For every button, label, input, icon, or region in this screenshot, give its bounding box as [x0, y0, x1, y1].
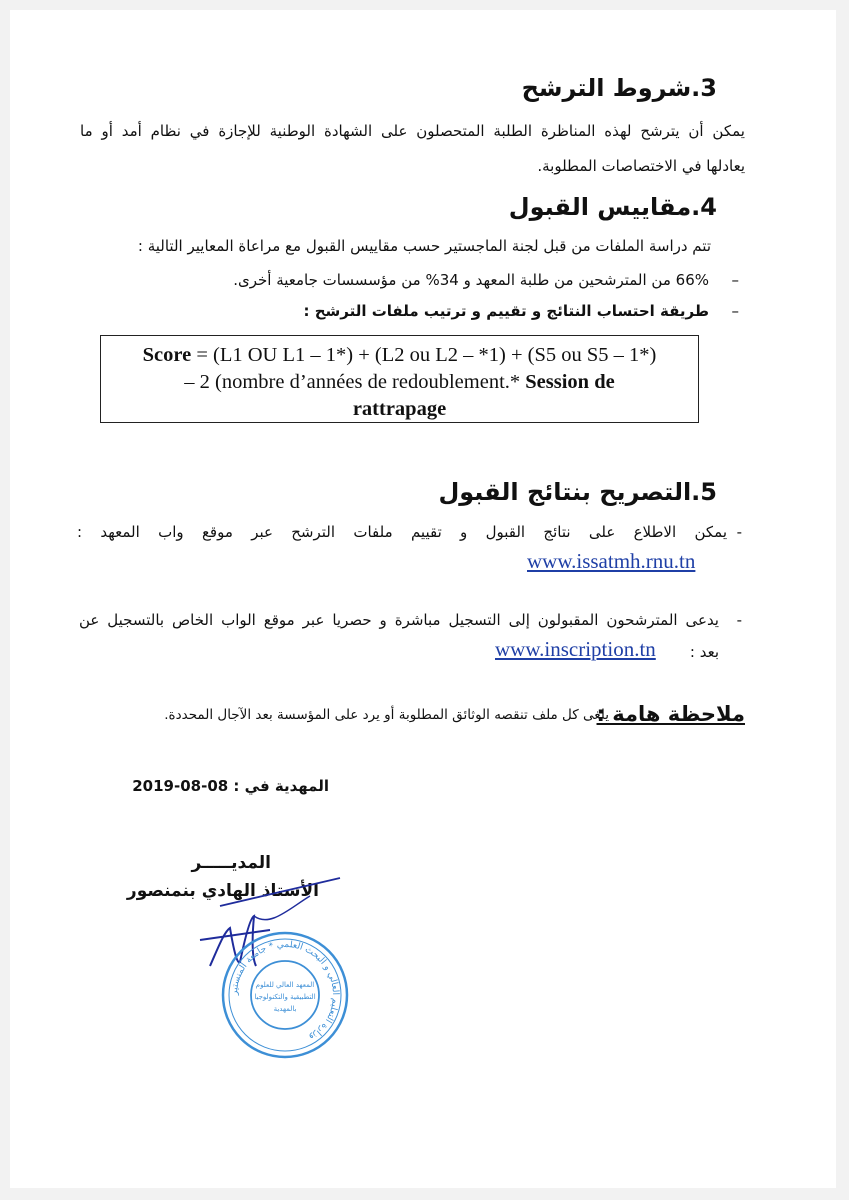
section-5-heading: 5.التصريح بنتائج القبول [438, 478, 717, 506]
dash-marker: - [736, 611, 742, 629]
score-label: Score [142, 344, 192, 366]
section-4-intro: تتم دراسة الملفات من قبل لجنة الماجستير حسب مقاييس القبول مع مراعاة المعايير التالية : [137, 237, 711, 255]
section-5-item-1: يمكن الاطلاع على نتائج القبول و تقييم ملفات الترشح عبر موقع واب المعهد : [77, 523, 727, 541]
formula-line-3: rattrapage [352, 398, 447, 420]
director-name: الأستاذ الهادي بنمنصور [126, 881, 319, 901]
inscription-website-link[interactable]: www.inscription.tn [495, 637, 656, 661]
official-stamp [215, 925, 355, 1065]
stamp-inner-line1: المعهد العالي للعلوم [255, 981, 315, 989]
section-5-item-2-line2: بعد : [689, 643, 719, 661]
section-3-text-line2: يعادلها في الاختصاصات المطلوبة. [537, 157, 745, 175]
svg-text:وزارة التعليم العالي و البحث ا [230, 940, 340, 1043]
section-3-text-line1: يمكن أن يترشح لهذه المناظرة الطلبة المتحصلون على الشهادة الوطنية للإجازة في نظام أمد أو ما [80, 122, 745, 140]
important-note-text: يلغى كل ملف تنقصه الوثائق المطلوبة أو يرد على المؤسسة بعد الآجال المحددة. [164, 707, 609, 723]
formula-line-1-rest: = (L1 OU L1 – 1*) + (L2 ou L2 – *1) + (S5 ou S5 – 1*) [191, 344, 657, 366]
director-title: المديـــــر [191, 853, 271, 873]
document-page [10, 10, 836, 1188]
important-note-label: ملاحظة هامة : [596, 702, 745, 726]
section-5-item-2-line1: يدعى المترشحون المقبولون إلى التسجيل مباشرة و حصريا عبر موقع الواب الخاص بالتسجيل عن [79, 611, 719, 629]
section-3-heading: 3.شروط الترشح [521, 74, 717, 102]
section-4-heading: 4.مقاييس القبول [508, 193, 717, 221]
issatmh-website-link[interactable]: www.issatmh.rnu.tn [527, 549, 696, 573]
date-line: المهدية في : 08-08-2019 [132, 777, 329, 795]
bullet-dash: – [731, 271, 739, 289]
stamp-inner-line2: التطبيقية والتكنولوجيا [254, 993, 316, 1001]
formula-line-1 [101, 342, 698, 369]
bullet-dash: – [731, 302, 739, 320]
formula-line-2-text: – 2 (nombre d’années de redoublement.* [184, 371, 526, 393]
score-formula-box [100, 335, 699, 423]
dash-marker: - [736, 523, 742, 541]
formula-line-2 [101, 369, 698, 396]
stamp-outer-text: وزارة التعليم العالي و البحث العلمي * جامعة المنستير [229, 939, 341, 1043]
section-4-item-1: 66% من المترشحين من طلبة المعهد و 34% من مؤسسسات جامعية أخرى. [233, 271, 709, 289]
stamp-inner-line3: بالمهدية [273, 1005, 297, 1013]
section-4-item-2: طريقة احتساب النتائج و تقييم و ترتيب ملفات الترشح : [303, 302, 709, 320]
session-label: Session de [525, 371, 615, 393]
